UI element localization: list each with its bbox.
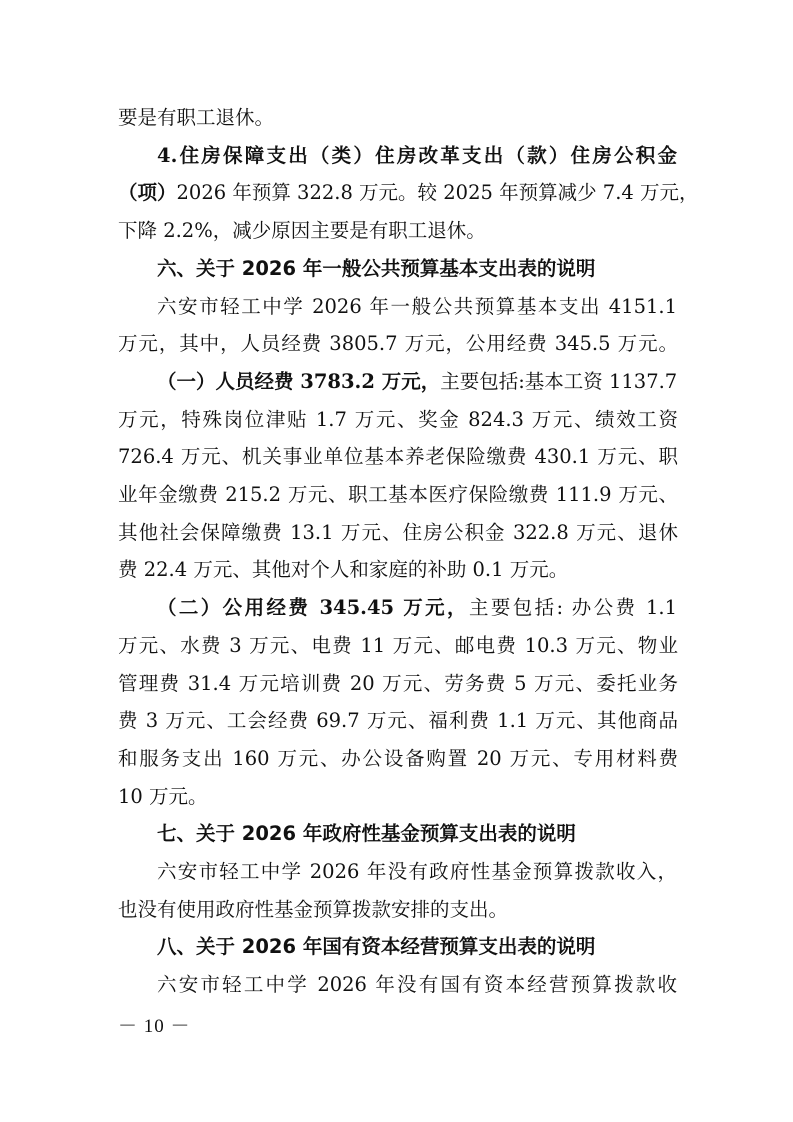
text-line: 费 22.4 万元、其他对个人和家庭的补助 0.1 万元。 xyxy=(118,558,569,582)
text-line: 也没有使用政府性基金预算拨款安排的支出。 xyxy=(118,897,509,921)
text-line: 要是有职工退休。 xyxy=(118,106,275,129)
section-heading: 六、关于 2026 年一般公共预算基本支出表的说明 xyxy=(157,256,596,280)
page-number: － 10 － xyxy=(118,1016,191,1037)
text-line: 万元，其中，人员经费 3805.7 万元，公用经费 345.5 万元。 xyxy=(118,332,678,356)
text-line: 4.住房保障支出（类）住房改革支出（款）住房公积金 xyxy=(157,143,677,167)
text-line: （项）2026 年预算 322.8 万元。较 2025 年预算减少 7.4 万元， xyxy=(118,181,699,205)
text-line: （二）公用经费 345.45 万元，主要包括: 办公费 1.1 xyxy=(157,596,677,620)
text-line: 业年金缴费 215.2 万元、职工基本医疗保险缴费 111.9 万元、 xyxy=(118,483,678,506)
text-line: 下降 2.2%，减少原因主要是有职工退休。 xyxy=(118,219,486,243)
text-line: 万元，特殊岗位津贴 1.7 万元、奖金 824.3 万元、绩效工资 xyxy=(118,407,678,431)
text-line: 六安市轻工中学 2026 年没有国有资本经营预算拨款收 xyxy=(157,973,677,997)
text-line: 万元、水费 3 万元、电费 11 万元、邮电费 10.3 万元、物业 xyxy=(118,633,678,657)
section-heading: 八、关于 2026 年国有资本经营预算支出表的说明 xyxy=(157,935,596,959)
text-line: 726.4 万元、机关事业单位基本养老保险缴费 430.1 万元、职 xyxy=(118,445,678,469)
text-line: 和服务支出 160 万元、办公设备购置 20 万元、专用材料费 xyxy=(118,746,678,770)
text-line: 六安市轻工中学 2026 年没有政府性基金预算拨款收入， xyxy=(157,860,677,883)
section-heading: 七、关于 2026 年政府性基金预算支出表的说明 xyxy=(157,822,576,846)
text-line: （一）人员经费 3783.2 万元，主要包括:基本工资 1137.7 xyxy=(157,369,678,393)
text-line: 管理费 31.4 万元培训费 20 万元、劳务费 5 万元、委托业务 xyxy=(118,671,678,695)
text-line: 10 万元。 xyxy=(118,784,208,808)
text-line: 其他社会保障缴费 13.1 万元、住房公积金 322.8 万元、退休 xyxy=(118,520,678,544)
text-line: 费 3 万元、工会经费 69.7 万元、福利费 1.1 万元、其他商品 xyxy=(118,709,678,733)
text-line: 六安市轻工中学 2026 年一般公共预算基本支出 4151.1 xyxy=(157,294,677,318)
